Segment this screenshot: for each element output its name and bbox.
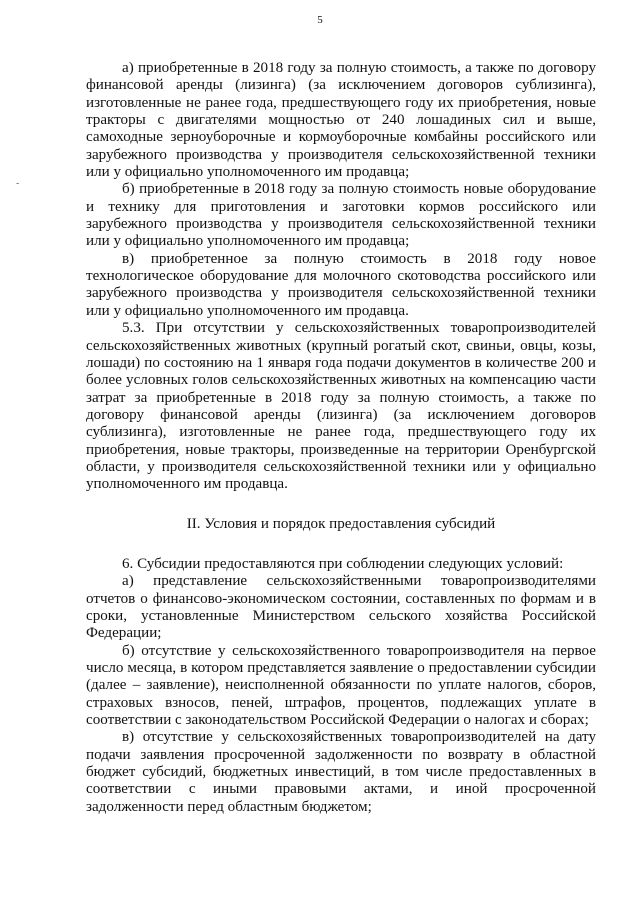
paragraph-5-2-a: а) приобретенные в 2018 году за полную стоимость, а также по договору финансовой аренды (лизинга) (за исключением договоров сублизинга), изготовленные не ранее года, предшествующего году их приобретения, новые тракторы с двигателями мощностью от 240 лошадиных сил и выше, самоходные зерноуборочные и кормоуборочные комбайны российского или зарубежного производства у производителя сельскохозяйственной техники или у официально уполномоченного им продавца; bbox=[86, 60, 596, 181]
page-number: 5 bbox=[317, 14, 323, 26]
paragraph-6-c: в) отсутствие у сельскохозяйственных товаропроизводителей на дату подачи заявления просроченной задолженности по возврату в областной бюджет субсидий, бюджетных инвестиций, в том числе предоставленных в соответствии с иными правовыми актами, и иной просроченной задолженности перед областным бюджетом; bbox=[86, 729, 596, 815]
document-body bbox=[86, 60, 596, 816]
paragraph-5-2-c: в) приобретенное за полную стоимость в 2018 году новое технологическое оборудование для молочного скотоводства российского или зарубежного производства у производителя сельскохозяйственной техники или у официально уполномоченного им продавца. bbox=[86, 250, 596, 319]
paragraph-6: 6. Субсидии предоставляются при соблюдении следующих условий: bbox=[122, 555, 564, 572]
margin-mark: - bbox=[16, 178, 20, 189]
paragraph-6-a: а) представление сельскохозяйственными товаропроизводителями отчетов о финансово-экономическом состоянии, составленных по формам и в сроки, установленные Министерством сельского хозяйства Российской Федерации; bbox=[86, 573, 596, 642]
paragraph-5-3: 5.3. При отсутствии у сельскохозяйственных товаропроизводителей сельскохозяйственных животных (крупный рогатый скот, свиньи, овцы, козы, лошади) по состоянию на 1 января года подачи документов в количестве 200 и более условных голов сельскохозяйственных животных на компенсацию части затрат за приобретенные в 2018 году за полную стоимость, а также по договору финансовой аренды (лизинга) (за исключением договоров сублизинга), изготовленные не ранее года, предшествующего году их приобретения, новые тракторы, произведенные на территории Оренбургской области, у производителя сельскохозяйственной техники или у официально уполномоченного им продавца. bbox=[86, 320, 596, 493]
paragraph-6-b: б) отсутствие у сельскохозяйственного товаропроизводителя на первое число месяца, в котором представляется заявление о предоставлении субсидии (далее – заявление), неисполненной обязанности по уплате налогов, сборов, страховых взносов, пеней, штрафов, процентов, подлежащих уплате в соответствии с законодательством Российской Федерации о налогах и сборах; bbox=[86, 642, 596, 729]
section-heading: II. Условия и порядок предоставления субсидий bbox=[186, 515, 496, 532]
paragraph-5-2-b: б) приобретенные в 2018 году за полную стоимость новые оборудование и технику для приготовления и заготовки кормов российского или зарубежного производства у производителя сельскохозяйственной техники или у официально уполномоченного им продавца; bbox=[86, 181, 596, 250]
